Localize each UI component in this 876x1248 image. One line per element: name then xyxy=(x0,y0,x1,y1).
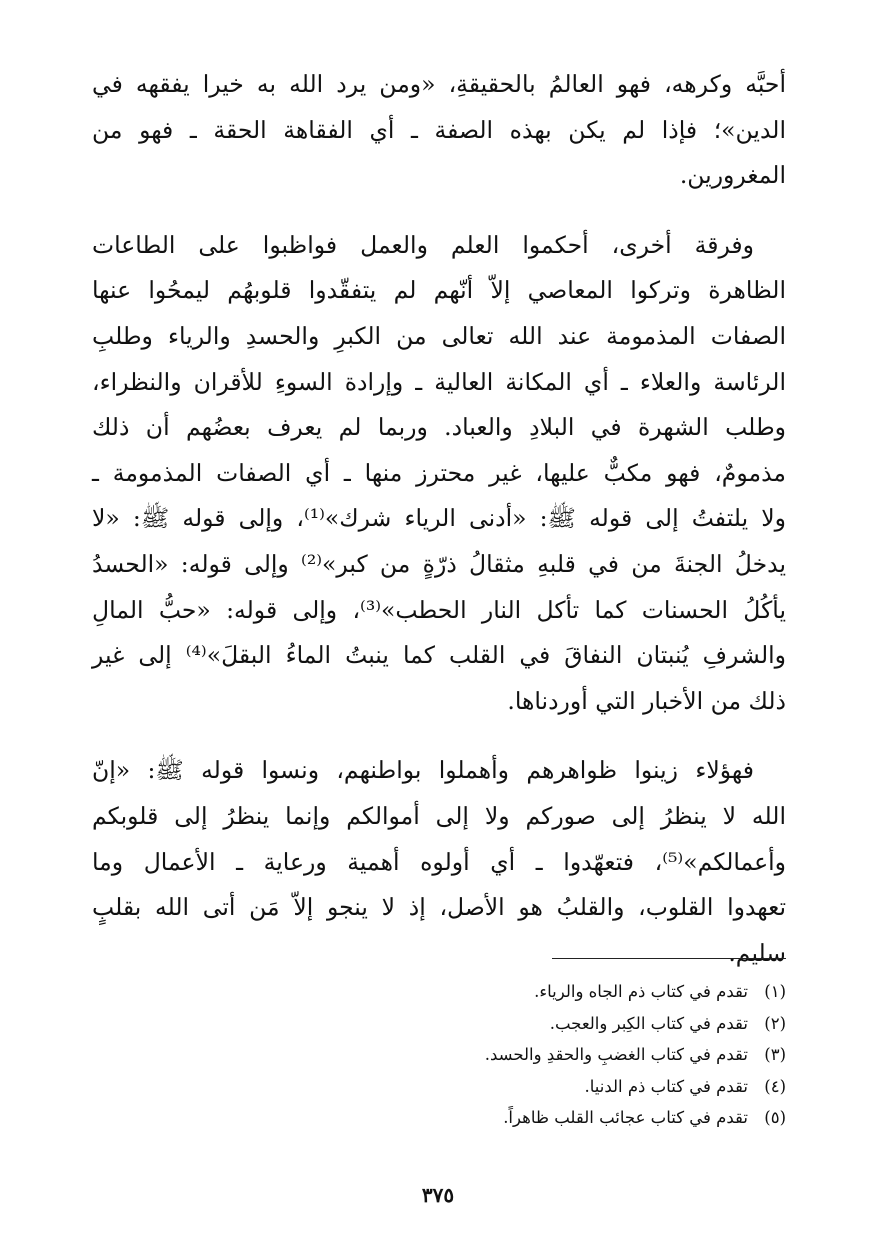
paragraph-2 xyxy=(92,223,786,725)
text-line: والشرفِ يُنبتان النفاقَ في القلب كما ينبتُ الماءُ البقلَ»⁽⁴⁾ إلى غير xyxy=(92,641,787,670)
text-line: الرئاسة والعلاء ـ أي المكانة العالية ـ وإرادة السوءِ للأقران والنظراء، xyxy=(92,367,786,396)
footnote xyxy=(286,1102,786,1134)
text-line: سليم. xyxy=(728,938,786,967)
text-line: الله لا ينظرُ إلى صوركم ولا إلى أموالكم وإنما ينظرُ إلى قلوبكم xyxy=(92,801,786,830)
footnote-text: تقدم في كتاب الكِبر والعجب. xyxy=(549,1013,748,1033)
text-line: المغرورين. xyxy=(679,161,786,190)
footnote-text: تقدم في كتاب ذم الدنيا. xyxy=(584,1076,748,1096)
footnote xyxy=(286,1039,786,1071)
text-line: يدخلُ الجنةَ من في قلبهِ مثقالُ ذرّةٍ من كبر»⁽²⁾ وإلى قوله: «الحسدُ xyxy=(92,549,786,578)
text-line: مذمومٌ، فهو مكبٌّ عليها، غير محترز منها ـ أي الصفات المذمومة ـ xyxy=(92,458,786,487)
footnote-number: (٥) xyxy=(764,1108,786,1127)
footnotes xyxy=(286,976,786,1134)
text-line: فهؤلاء زينوا ظواهرهم وأهملوا بواطنهم، ونسوا قوله ﷺ: «إنّ xyxy=(92,756,754,785)
paragraph-3 xyxy=(92,748,786,976)
footnote-text: تقدم في كتاب الغضبِ والحقدِ والحسد. xyxy=(484,1045,748,1064)
footnote xyxy=(286,1008,786,1040)
paragraph-1 xyxy=(92,62,786,199)
footnote-number: (١) xyxy=(764,982,786,1001)
text-line: الظاهرة وتركوا المعاصي إلاّ أنّهم لم يتفقّدوا قلوبهُم ليمحُوا عنها xyxy=(92,276,786,305)
text-line: ولا يلتفتُ إلى قوله ﷺ: «أدنى الرياء شرك»⁽¹⁾، وإلى قوله ﷺ: «لا xyxy=(92,504,786,533)
text-line: وطلب الشهرة في البلادِ والعباد. وربما لم يعرف بعضُهم أن ذلك xyxy=(92,413,786,442)
page-body xyxy=(92,62,786,1000)
footnote-number: (٢) xyxy=(764,1013,786,1033)
footnote xyxy=(286,976,786,1008)
footnote-text: تقدم في كتاب عجائب القلب ظاهراً. xyxy=(503,1108,748,1127)
text-line: يأكُلُ الحسنات كما تأكل النار الحطب»⁽³⁾، وإلى قوله: «حبُّ المالِ xyxy=(92,595,786,624)
text-line: الدين»؛ فإذا لم يكن بهذه الصفة ـ أي الفقاهة الحقة ـ فهو من xyxy=(92,115,786,144)
text-line: أحبَّه وكرهه، فهو العالمُ بالحقيقةِ، «ومن يرد الله به خيرا يفقهه في xyxy=(92,70,786,98)
text-line: وأعمالكم»⁽⁵⁾، فتعهّدوا ـ أي أولوه أهمية ورعاية ـ الأعمال وما xyxy=(92,847,786,876)
footnote-number: (٣) xyxy=(764,1045,786,1064)
footnote xyxy=(286,1071,786,1103)
footnote-number: (٤) xyxy=(764,1076,786,1096)
page-number: ٣٧٥ xyxy=(421,1183,455,1207)
footnote-text: تقدم في كتاب ذم الجاه والرياء. xyxy=(534,982,748,1001)
text-line: ذلك من الأخبار التي أوردناها. xyxy=(507,686,786,715)
text-line: الصفات المذمومة عند الله تعالى من الكبرِ والحسدِ والرياء وطلبِ xyxy=(92,321,786,350)
text-line: وفرقة أخرى، أحكموا العلم والعمل فواظبوا على الطاعات xyxy=(92,230,754,259)
footnote-separator xyxy=(552,958,786,959)
text-line: تعهدوا القلوب، والقلبُ هو الأصل، إذ لا ينجو إلاّ مَن أتى الله بقلبٍ xyxy=(92,893,786,922)
